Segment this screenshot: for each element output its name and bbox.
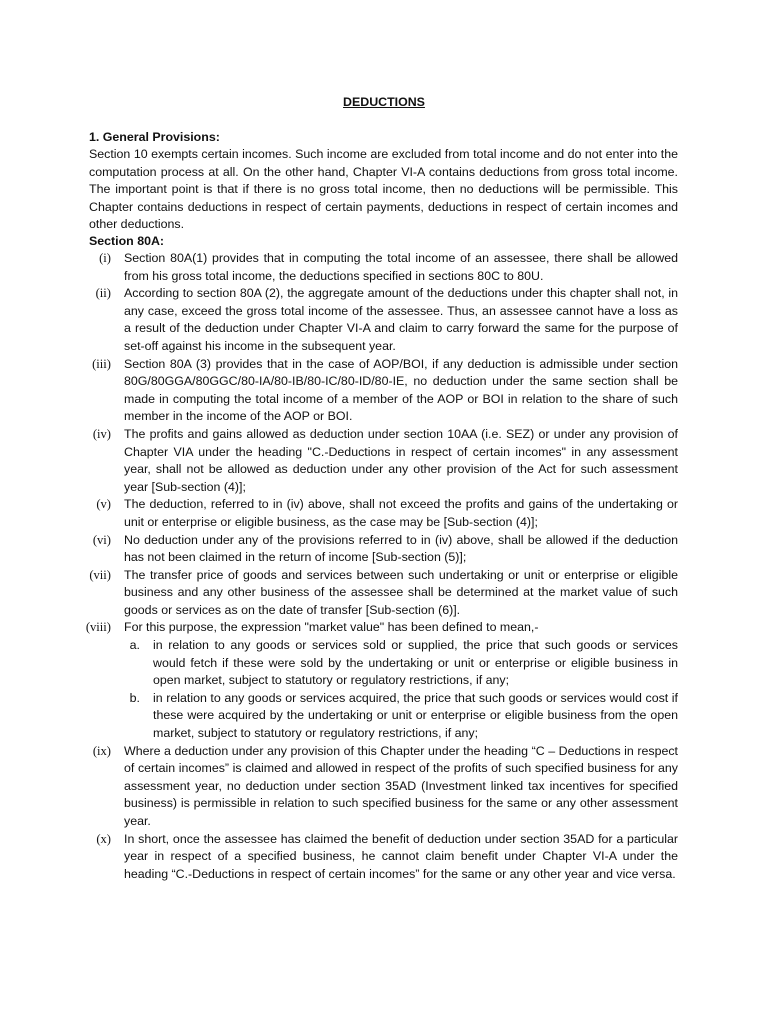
list-item [0,356,678,426]
item-number: (iv) [92,426,111,441]
sub-item-text: in relation to any goods or services sold or supplied, the price that such goods or services would fetch if these were sold by the undertaking or unit or enterprise or eligible business in open market, subject to statutory or regulatory restrictions, if any; [153,638,678,688]
page-title: DEDUCTIONS [343,95,425,109]
item-number: (iii) [92,356,111,371]
list-item [0,743,678,831]
item-text: Section 80A(1) provides that in computing the total income of an assessee, there shall be allowed from his gross total income, the deductions specified in sections 80C to 80U. [124,251,678,283]
item-text: The profits and gains allowed as deduction under section 10AA (i.e. SEZ) or under any provision of Chapter VIA under the heading "C.-Deductions in respect of certain incomes" in any assessment year, shall not be allowed as deduction under any other provision of the Act for such assessment year [Sub-section (4)]; [124,426,678,494]
list-item [0,250,678,285]
list-item [0,285,678,355]
item-text: The deduction, referred to in (iv) above, shall not exceed the profits and gains of the undertaking or unit or enterprise or eligible business, as the case may be [Sub-section (4)]; [124,497,678,529]
item-number: (ix) [92,743,111,758]
list-item [0,831,678,884]
item-text: No deduction under any of the provisions referred to in (iv) above, shall be allowed if the deduction has not been claimed in the return of income [Sub-section (5)]; [124,532,678,565]
item-number: (vi) [92,532,111,547]
sub-list-item [124,637,678,690]
item-text: For this purpose, the expression "market value" has been defined to mean,- [124,620,539,635]
item-number: (viii) [85,620,111,635]
item-number: (ii) [95,286,111,301]
item-number: (x) [96,831,111,846]
section-heading-general-provisions: 1. General Provisions: [89,130,220,144]
section-heading-80a: Section 80A: [89,234,165,248]
item-text: Section 80A (3) provides that in the case of AOP/BOI, if any deduction is admissible under section 80G/80GGA/80GGC/80-IA/80-IB/80-IC/80-ID/80-IE, no deduction under the same section shall be made in computing the total income of a member of the AOP or BOI in relation to the share of such member in the income of the AOP or BOI. [124,356,678,424]
list-item [0,619,678,742]
item-number: (v) [96,497,111,512]
sub-item-label: a. [129,638,140,653]
list-item [0,532,678,567]
item-text: The transfer price of goods and services between such undertaking or unit or enterprise or eligible business and any other business of the assessee shall be determined at the market value of such goods or services as on the date of transfer [Sub-section (6)]. [124,567,678,617]
item-number: (i) [99,251,111,265]
section-80a-list [0,250,768,883]
item-text: In short, once the assessee has claimed the benefit of deduction under section 35AD for a particular year in respect of a specified business, he cannot claim benefit under Chapter VI-A under the heading “C.-Deductions in respect of certain incomes” for the same or any other year and vice versa. [124,831,678,881]
list-item [0,426,678,496]
sub-list-item [124,690,678,743]
list-item [0,496,678,531]
sub-item-label: b. [129,690,140,705]
intro-paragraph: Section 10 exempts certain incomes. Such income are excluded from total income and do not enter into the computation process at all. On the other hand, Chapter VI-A contains deductions from gross total income. The important point is that if there is no gross total income, then no deductions will be permissible. This Chapter contains deductions in respect of certain payments, deductions in respect of certain incomes and other deductions. [89,147,678,232]
sub-item-text: in relation to any goods or services acquired, the price that such goods or services would cost if these were acquired by the undertaking or unit or enterprise or eligible business from the open market, subject to statutory or regulatory restrictions, if any; [153,690,678,741]
list-item [0,567,678,620]
item-number: (vii) [89,567,111,582]
item-text: Where a deduction under any provision of this Chapter under the heading “C – Deductions in respect of certain incomes” is claimed and allowed in respect of the profits of such specified business for any assessment year, no deduction under section 35AD (Investment linked tax incentives for specified business) is permissible in relation to such specified business for the same or any other assessment year. [124,743,678,828]
item-text: According to section 80A (2), the aggregate amount of the deductions under this chapter shall not, in any case, exceed the gross total income of the assessee. Thus, an assessee cannot have a loss as a result of the deduction under Chapter VI-A and claim to carry forward the same for the purpose of set-off against his income in the subsequent year. [124,286,678,353]
